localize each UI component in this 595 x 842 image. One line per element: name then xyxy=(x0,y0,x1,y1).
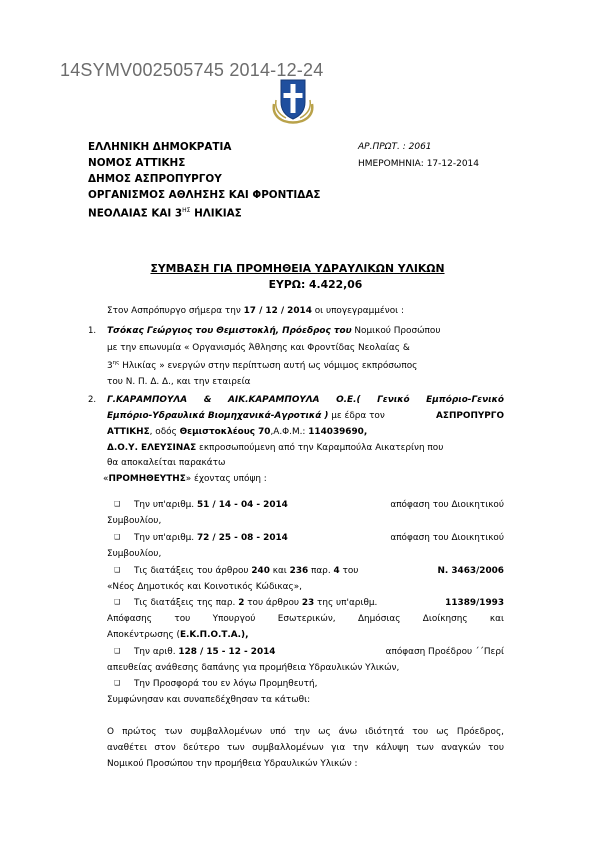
party-2-line-3: ΑΤΤΙΚΗΣ, οδός Θεμιστοκλέους 70,Α.Φ.Μ.: 114039690, xyxy=(107,427,368,437)
consideration-1-line-2: Συμβουλίου, xyxy=(107,516,162,526)
header-line-municipality: ΔΗΜΟΣ ΑΣΠΡΟΠΥΡΓΟΥ xyxy=(88,173,222,185)
hollow-square-bullet-icon: ❑ xyxy=(114,679,121,687)
closing-line-3: Νομικού Προσώπου την προμήθεια Υδραυλικών Υλικών : xyxy=(107,759,358,769)
party-1-line-2: με την επωνυμία « Οργανισμός Άθλησης και Φροντίδας Νεολαίας & xyxy=(107,343,410,353)
header-line-republic: ΕΛΛΗΝΙΚΗ ΔΗΜΟΚΡΑΤΙΑ xyxy=(88,141,232,153)
consideration-1-line-1: Την υπ'αριθμ. 51 / 14 - 04 - 2014 απόφαση του Διοικητικού xyxy=(134,500,504,510)
document-meta xyxy=(358,139,479,173)
consideration-3-line-1: Τις διατάξεις του άρθρου 240 και 236 παρ. 4 του Ν. 3463/2006 xyxy=(134,566,504,576)
consideration-5-line-1: Την αριθ. 128 / 15 - 12 - 2014 απόφαση Προέδρου ΄΄Περί xyxy=(134,647,504,657)
consideration-4-line-2: Απόφασης του Υπουργού Εσωτερικών, Δημόσιας Διοίκησης και xyxy=(107,614,504,624)
agreed-line: Συμφώνησαν και συναπεδέχθησαν τα κάτωθι: xyxy=(107,695,311,705)
hollow-square-bullet-icon: ❑ xyxy=(114,647,121,655)
closing-line-2: αναθέτει στον δεύτερο των συμβαλλομένων για την κάλυψη των αναγκών του xyxy=(107,743,504,753)
supplier-line: «ΠΡΟΜΗΘΕΥΤΗΣ» έχοντας υπόψη : xyxy=(103,474,267,484)
consideration-2-line-2: Συμβουλίου, xyxy=(107,549,162,559)
header-line-youth: ΝΕΟΛΑΙΑΣ ΚΑΙ $3^{H\Sigma}$ ΗΛΙΚΙΑΣ xyxy=(88,207,242,220)
greek-coat-of-arms-icon xyxy=(266,76,320,124)
hollow-square-bullet-icon: ❑ xyxy=(114,500,121,508)
protocol-number: ΑΡ.ΠΡΩΤ. : 2061 xyxy=(358,142,432,152)
contract-amount: ΕΥΡΩ: 4.422,06 xyxy=(268,278,363,291)
ada-code: 14SYMV002505745 2014-12-24 xyxy=(60,60,324,80)
party-1-number: 1. xyxy=(88,326,97,336)
hollow-square-bullet-icon: ❑ xyxy=(114,533,121,541)
party-1-line-4: του Ν. Π. Δ. Δ., και την εταιρεία xyxy=(107,377,251,387)
party-1-line-1: Τσόκας Γεώργιος του Θεμιστοκλή, Πρόεδρος του Νομικού Προσώπου xyxy=(107,326,441,336)
consideration-2-line-1: Την υπ'αριθμ. 72 / 25 - 08 - 2014 απόφαση του Διοικητικού xyxy=(134,533,504,543)
consideration-4-line-3: Αποκέντρωσης (Ε.Κ.Π.Ο.Τ.Α.), xyxy=(107,630,249,640)
hollow-square-bullet-icon: ❑ xyxy=(114,566,121,574)
consideration-6-line-1: Την Προσφορά του εν λόγω Προμηθευτή, xyxy=(134,679,318,689)
party-1-line-3: $3^{\eta\varsigma}$ Ηλικίας » ενεργών στην περίπτωση αυτή ως νόμιμος εκπρόσωπος xyxy=(107,360,418,371)
contract-title: ΣΥΜΒΑΣΗ ΓΙΑ ΠΡΟΜΗΘΕΙΑ ΥΔΡΑΥΛΙΚΩΝ ΥΛΙΚΩΝ xyxy=(150,262,445,275)
party-2-line-2: Εμπόριο-Υδραυλικά Βιομηχανικά-Αγροτικά ) με έδρα τον ΑΣΠΡΟΠΥΡΓΟ xyxy=(107,411,504,421)
consideration-5-line-2: απευθείας ανάθεσης δαπάνης για προμήθεια Υδραυλικών Υλικών, xyxy=(107,663,400,673)
party-2-line-1: Γ.ΚΑΡΑΜΠΟΥΛΑ & ΑΙΚ.ΚΑΡΑΜΠΟΥΛΑ Ο.Ε.( Γενικό Εμπόριο-Γενικό xyxy=(107,395,504,405)
consideration-4-line-1: Τις διατάξεις της παρ. 2 του άρθρου 23 της υπ'αριθμ. 11389/1993 xyxy=(134,598,504,608)
header-line-prefecture: ΝΟΜΟΣ ΑΤΤΙΚΗΣ xyxy=(88,157,186,169)
consideration-3-line-2: «Νέος Δημοτικός και Κοινοτικός Κώδικας», xyxy=(107,582,302,592)
document-date: ΗΜΕΡΟΜΗΝΙΑ: 17-12-2014 xyxy=(358,159,480,169)
party-2-number: 2. xyxy=(88,395,97,405)
hollow-square-bullet-icon: ❑ xyxy=(114,598,121,606)
intro-line: Στον Ασπρόπυργο σήμερα την 17 / 12 / 2014 οι υπογεγραμμένοι : xyxy=(107,306,404,316)
closing-line-1: Ο πρώτος των συμβαλλομένων υπό την ως άνω ιδιότητά του ως Πρόεδρος, xyxy=(107,727,504,737)
header-line-organization: ΟΡΓΑΝΙΣΜΟΣ ΑΘΛΗΣΗΣ ΚΑΙ ΦΡΟΝΤΙΔΑΣ xyxy=(88,189,321,201)
party-2-line-5: θα αποκαλείται παρακάτω xyxy=(107,458,226,468)
issuer-header xyxy=(88,139,320,221)
party-2-line-4: Δ.Ο.Υ. ΕΛΕΥΣΙΝΑΣ εκπροσωπούμενη από την Καραμπούλα Αικατερίνη που xyxy=(107,443,444,453)
